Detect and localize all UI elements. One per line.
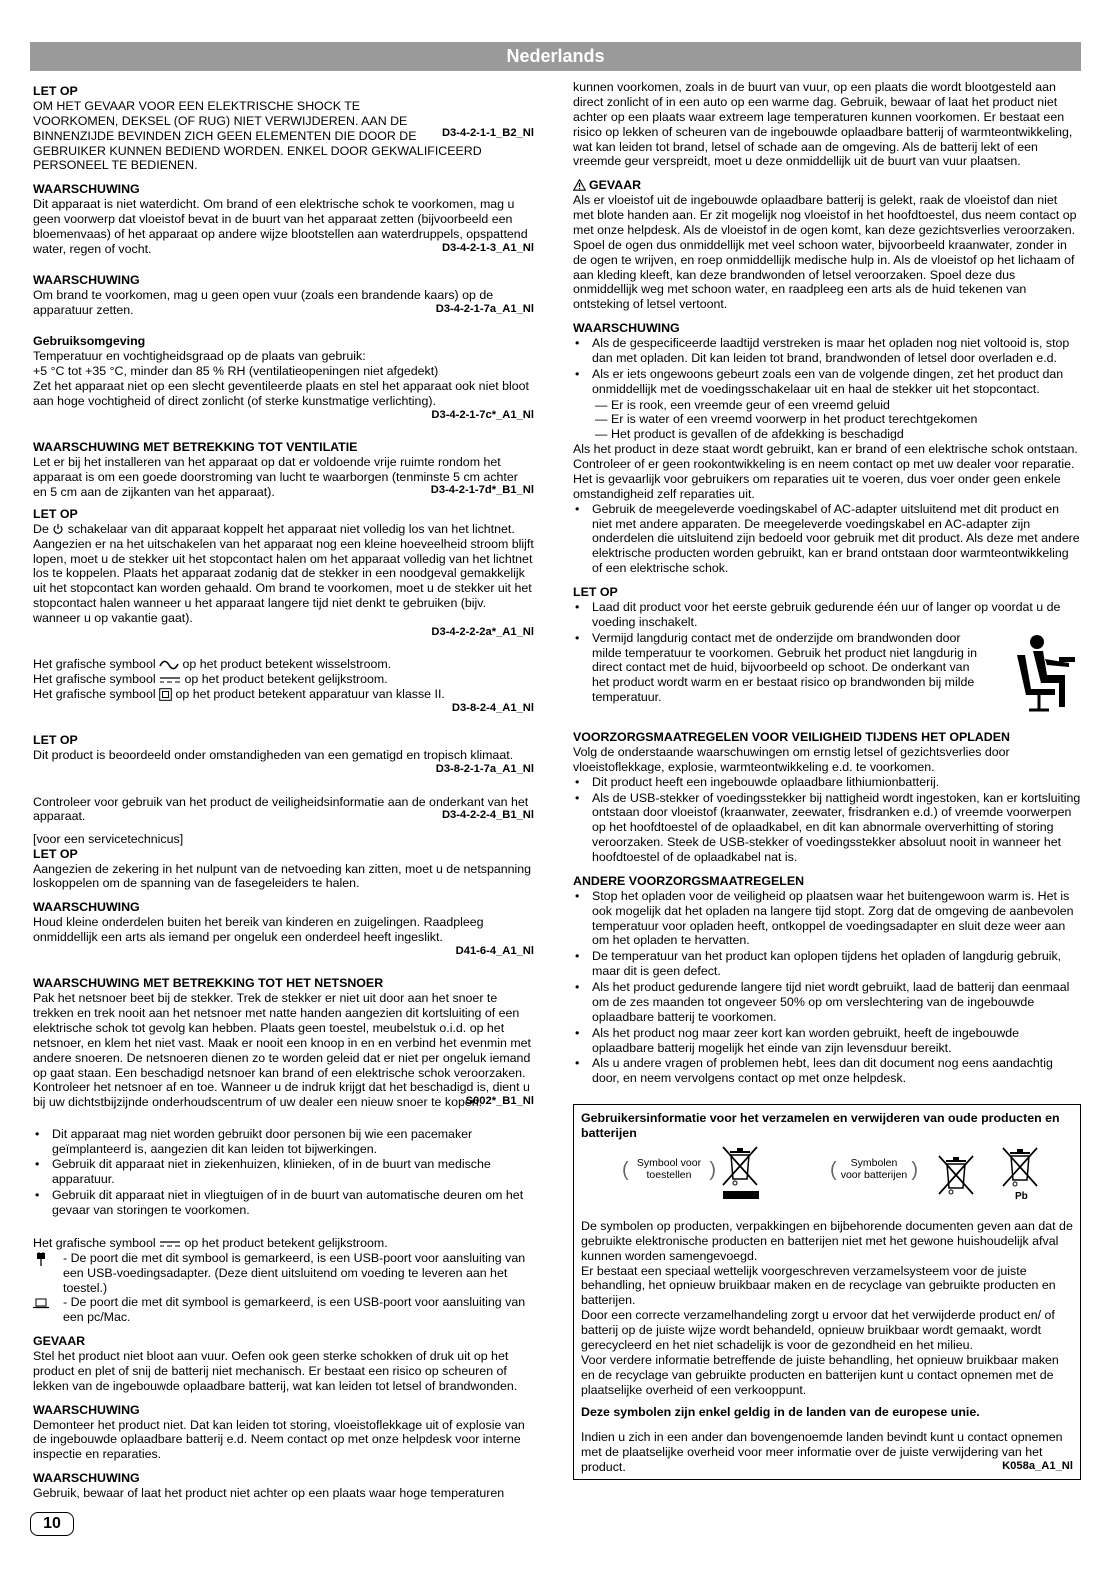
list-item: • Laad dit product voor het eerste gebruik gedurende één uur of langer op voordat u de voeding inschakelt.: [573, 600, 1081, 630]
section-code: D3-4-2-1-7d*_B1_Nl: [430, 484, 534, 497]
section-heading: Gebruiksomgeving: [33, 334, 146, 349]
section-heading: ANDERE VOORZORGSMAATREGELEN: [573, 873, 805, 888]
caution-shock-text: OM HET GEVAAR VOOR EEN ELEKTRISCHE SHOCK TE VOORKOMEN, DEKSEL (OF RUG) NIET VERWIJDEREN. AAN DE BINNENZIJDE BEVINDEN ZICH GEEN ELEMENTEN DIE DOOR DE GEBRUIKER KUNNEN BEDIEND WORDEN. ENKEL DOOR GEKWALIFICEERD PERSONEEL TE BEDIENEN.: [33, 98, 482, 173]
section-text: Gebruik, bewaar of laat het product niet achter op een plaats waar hoge temperaturen: [33, 1486, 505, 1500]
section-heading: WAARSCHUWING: [33, 273, 140, 288]
section-text: Dit apparaat is niet waterdicht. Om brand of een elektrische schok te voorkomen, mag u geen voorwerp dat vloeistof bevat in de buurt van het apparaat zetten (bijvoorbeeld een bloemenvaas) of het apparaat op andere wijze blootstellen aan waterdruppels, opspattend water, regen of vocht.: [33, 197, 528, 256]
bullet-list: [573, 889, 1081, 1086]
pacemaker-bullets: [33, 1127, 534, 1218]
list-item: • Stop het opladen voor de veiligheid op plaatsen waar het buitengewoon warm is. Het is ook mogelijk dat het opladen na langere tijd stopt. Zorg dat de omgeving de aanbevolen temperatuur voor opladen heeft, ontkoppel de voedingsadapter en sluit deze weer aan om het opladen te hervatten.: [573, 889, 1081, 949]
disposal-paragraph-1: De symbolen op producten, verpakkingen en bijbehorende documenten geven aan dat de gebruikte elektronische producten en batterijen niet met het gewone huishoudelijk afval kunnen worden samengevoegd.: [581, 1218, 1073, 1263]
list-item: — Er is water of een vreemd voorwerp in het product terechtgekomen: [595, 412, 1081, 427]
power-plug-icon: [33, 1252, 49, 1266]
standby-icon: [52, 523, 64, 535]
usb-pc-port-text: - De poort die met dit symbool is gemarkeerd, is een USB-poort voor aansluiting van een pc/Mac.: [63, 1295, 526, 1325]
dc-symbol-line: [33, 1236, 534, 1251]
list-item: • Als de USB-stekker of voedingsstekker bij nattigheid wordt ingestoken, kan er kortsluiting ontstaan door vloeistof (kraanwater, zeewater, frisdranken e.d.) of vreemde voorwerpen op het hoofdtoestel of de oplaadkabel, en dit kan abnormale oververhitting of storing veroorzaken. Steek de USB-stekker of voedingsstekker absoluut nooit in wanneer het hoofdtoestel of de oplaadkabel nat is.: [573, 791, 1081, 865]
bullet-list: [33, 1127, 534, 1218]
section-heading: WAARSCHUWING MET BETREKKING TOT VENTILATIE: [33, 439, 358, 454]
section-text: Pak het netsnoer beet bij de stekker. Trek de stekker er niet uit door aan het snoer te trekken en trek nooit aan het netsnoer met natte handen aangezien dit kortsluiting of een elektrische schok tot gevolg kan hebben. Plaats geen toestel, meubelstuk o.i.d. op het netsnoer, en klem het niet vast. Maak er nooit een knoop in en en verbind het evenmin met andere snoeren. De netsnoeren dienen zo te worden geleid dat er niet per ongeluk iemand op gaat staan. Een beschadigd netsnoer kan brand of een elektrische schok veroorzaken. Kontroleer het netsnoer af en toe. Wanneer u de indruk krijgt dat het beschadigd is, dient u bij uw dichtstbijzijnde onderhoudscentrum of uw dealer een nieuw snoer te kopen.: [33, 991, 531, 1110]
dc-symbol-icon: [159, 1239, 181, 1249]
equipment-label-text: Symbool voor toestellen: [636, 1156, 702, 1181]
lead-symbol-label: Pb: [1015, 1190, 1028, 1202]
list-item: • Als het product gedurende langere tijd niet wordt gebruikt, laad de batterij dan eenmaal om de zes maanden tot ongeveer 50% op om verslechtering van de ingebouwde oplaadbare batterij te voorkomen.: [573, 980, 1081, 1025]
symbol-line-prefix: Het grafische symbool: [33, 657, 156, 672]
list-item: • Als u andere vragen of problemen hebt, lees dan dit document nog eens aandachtig door, en neem vervolgens contact op met onze helpdesk.: [573, 1056, 1081, 1086]
section-heading: WAARSCHUWING: [573, 321, 680, 336]
environment-section: [33, 334, 534, 422]
language-header: [30, 42, 1081, 71]
section-text: Aangezien de zekering in het nulpunt van de netvoeding kan zitten, moet u de netspanning loskoppelen om de spanning van de fasegeleiders te halen.: [33, 861, 532, 891]
section-code: D3-8-2-1-7a_A1_Nl: [435, 763, 534, 776]
warning-power-cord-section: [33, 976, 534, 1108]
left-column: [33, 84, 534, 1510]
environment-line-1: Temperatuur en vochtigheidsgraad op de plaats van gebruik:: [33, 349, 366, 363]
disposal-eu-notice: Deze symbolen zijn enkel geldig in de landen van de europese unie.: [581, 1405, 980, 1420]
section-text: [33, 522, 534, 626]
section-text: Om brand te voorkomen, mag u geen open vuur (zoals een brandende kaars) op de apparatuur zetten.: [33, 287, 494, 317]
usb-pc-port-row: [33, 1295, 534, 1325]
list-item: • Als het product nog maar zeer kort kan worden gebruikt, heeft de ingebouwde oplaadbare batterij mogelijk het einde van zijn levensduur bereikt.: [573, 1026, 1081, 1056]
dc-symbol-line: [33, 672, 534, 687]
list-item: • Gebruik dit apparaat niet in vliegtuigen of in de buurt van automatische deuren om het gevaar van storingen te voorkomen.: [33, 1188, 534, 1218]
section-code: D3-4-2-1-7a_A1_Nl: [435, 302, 534, 315]
section-heading: LET OP: [573, 585, 618, 599]
section-heading: GEVAAR: [33, 1334, 86, 1349]
section-heading: WAARSCHUWING: [33, 900, 140, 915]
section-text: kunnen voorkomen, zoals in de buurt van vuur, op een plaats die wordt blootgesteld aan direct zonlicht of in een auto op een warme dag. Gebruik, bewaar of laat het product niet achter op een plaats waar extreem lage temperaturen kunnen voorkomen. Er bestaat een risico op lekken of scheuren van de ingebouwde oplaadbare batterij of warmteontwikkeling, wat kan leiden tot brand, letsel of schade aan de omgeving. Als de batterij lekt of een vreemde geur verspreidt, moet u deze onmiddellijk uit de buurt van vuur plaatsen.: [573, 80, 1073, 169]
section-code: D3-4-2-1-3_A1_Nl: [441, 241, 534, 254]
section-heading: LET OP: [33, 506, 78, 521]
symbol-line-suffix: op het product betekent gelijkstroom.: [184, 672, 388, 687]
seated-person-lap-icon: [1009, 633, 1079, 713]
equipment-symbol-label: [631, 1157, 707, 1181]
symbol-line-suffix: op het product betekent gelijkstroom.: [184, 1235, 388, 1250]
list-item: • De temperatuur van het product kan oplopen tijdens het opladen of langdurig gebruik, maar dit is geen defect.: [573, 949, 1081, 979]
section-text: Dit product is beoordeeld onder omstandigheden van een gematigd en tropisch klimaat.: [33, 748, 514, 763]
ac-symbol-line: [33, 657, 534, 672]
disposal-paragraph-4: Voor verdere informatie betreffende de juiste behandling, het opnieuw bruikbaar maken en de recyclage van gebruikte producten en batterijen kunt u contact opnemen met de plaatselijke overheid of een verkooppunt.: [581, 1352, 1059, 1397]
disposal-paragraph-2: Er bestaat een speciaal wettelijk voorgeschreven verzamelsysteem voor de juiste behandling, het opnieuw bruikbaar maken en de recyclage van gebruikte producten en batterijen.: [581, 1263, 1056, 1308]
section-text: Houd kleine onderdelen buiten het bereik van kinderen en zuigelingen. Raadpleeg onmiddellijk een arts als iemand per ongeluk een onderdeel heeft ingeslikt.: [33, 915, 484, 944]
section-code: D41-6-4_A1_Nl: [455, 944, 534, 957]
section-code: D3-4-2-2-4_B1_Nl: [441, 809, 534, 822]
list-item: — Er is rook, een vreemde geur of een vreemd geluid: [595, 398, 1081, 413]
caution-standby-section: [33, 507, 534, 639]
section-text: Stel het product niet bloot aan vuur. Oefen ook geen sterke schokken of druk uit op het product en plet of snij de batterij niet mechanisch. Er bestaat een risico op scheuren of lekken van de ingebouwde oplaadbare batterij, wat kan leiden tot letsel of brandwonden.: [33, 1349, 518, 1393]
list-item: • Gebruik de meegeleverde voedingskabel of AC-adapter uitsluitend met dit product en niet met andere apparaten. De meegeleverde voedingskabel en AC-adapter zijn onderdelen die uitsluitend zijn bedoeld voor gebruik met dit product. Als deze met andere elektrische producten worden gebruikt, kan er brand ontstaan door warmteontwikkeling of een elektrische schok.: [573, 502, 1081, 576]
warning-charging-section: [573, 321, 1081, 576]
disposal-paragraph-5: Indien u zich in een ander dan bovengenoemde landen bevindt kunt u contact opnemen met de plaatselijke overheid voor meer informatie over de juiste verwijdering van het product.: [581, 1430, 1063, 1474]
crossed-bin-equipment-icon: [721, 1145, 763, 1203]
section-code: D3-8-2-4_A1_Nl: [451, 701, 534, 714]
section-heading: WAARSCHUWING: [33, 182, 140, 197]
section-text: Let er bij het installeren van het apparaat op dat er voldoende vrije ruimte rondom het apparaat is om een goede doorstroming van lucht te waarborgen (tenminste 5 cm achter en 5 cm aan de zijkanten van het apparaat).: [33, 454, 518, 499]
disposal-symbols-row: [581, 1145, 1073, 1213]
section-code: S002*_B1_Nl: [465, 1095, 534, 1108]
disposal-heading: Gebruikersinformatie voor het verzamelen en verwijderen van oude producten en batterijen: [581, 1111, 1060, 1140]
symbol-line-prefix: Het grafische symbool: [33, 672, 156, 687]
warning-water-section: [33, 182, 534, 255]
temperature-continued-section: [573, 80, 1081, 169]
battery-label-text: Symbolen voor batterijen: [840, 1156, 908, 1181]
section-heading: LET OP: [33, 846, 78, 861]
list-item: • Vermijd langdurig contact met de onderzijde om brandwonden door milde temperatuur te voorkomen. Gebruik het product niet langdurig in direct contact met de huid, bijvoorbeeld op schoot. De onderkant van het product wordt warm en er bestaat risico op brandwonden bij milde temperatuur.: [573, 631, 987, 705]
section-code: D3-4-2-1-7c*_A1_Nl: [431, 408, 534, 421]
battery-symbol-label: [839, 1157, 909, 1181]
section-text: Als er vloeistof uit de ingebouwde oplaadbare batterij is gelekt, raak de vloeistof dan niet met blote handen aan. Er zit mogelijk nog vloeistof in het hoofdtoestel, dus neem contact op met onze helpdesk. Als de vloeistof in de ogen komt, kan deze gezichtsverlies veroorzaken. Spoel de ogen dus onmiddellijk met veel schoon water, bijvoorbeeld kraanwater, zonder in de ogen te wrijven, en roep onmiddellijk medische hulp in. Als de vloeistof op het lichaam of aan kleding kleeft, kan deze brandwonden of letsel veroorzaken. Spoel deze dus onmiddellijk weg met schoon water, en raadpleeg een arts als de huid tekenen van ontsteking of letsel vertoont.: [573, 193, 1077, 312]
ac-symbol-icon: [159, 660, 179, 670]
list-item: • Dit product heeft een ingebouwde oplaadbare lithiumionbatterij.: [573, 775, 1081, 790]
warning-small-parts-section: [33, 900, 534, 958]
section-code: D3-4-2-2-2a*_A1_Nl: [431, 625, 534, 638]
class2-symbol-line: [33, 687, 534, 702]
section-text: Als het product in deze staat wordt gebruikt, kan er brand of een elektrische schok ontstaan. Controleer of er geen rookontwikkeling is en neem contact op met uw dealer voor reparatie. Het is gevaarlijk voor gebruikers om reparaties uit te voeren, dus voer onder geen enkele omstandigheid zelf reparaties uit.: [573, 442, 1078, 501]
caution-climate-section: [33, 733, 534, 776]
warning-disassemble-section: [33, 1403, 534, 1463]
right-column: [573, 80, 1081, 1480]
environment-line-2: +5 °C tot +35 °C, minder dan 85 % RH (ventilatieopeningen niet afgedekt): [33, 363, 439, 378]
dc-symbol-icon: [159, 675, 181, 685]
list-item: • Als er iets ongewoons gebeurt zoals een van de volgende dingen, zet het product dan onmiddellijk met de voedingsschakelaar uit en haal de stekker uit het stopcontact.: [573, 367, 1081, 397]
section-heading: LET OP: [33, 84, 78, 98]
section-heading: WAARSCHUWING: [33, 1471, 140, 1486]
section-heading: [573, 178, 1081, 193]
section-heading: WAARSCHUWING: [33, 1402, 140, 1417]
bullet-list: [573, 600, 1081, 705]
warning-triangle-icon: [573, 179, 586, 191]
list-item: — Het product is gevallen of de afdekking is beschadigd: [595, 427, 1081, 442]
bullet-list: [573, 775, 1081, 865]
list-item: • Als de gespecificeerde laadtijd verstreken is maar het opladen nog niet voltooid is, stop dan met opladen. Dit kan leiden tot brand, brandwonden of letsel door overladen e.d.: [573, 336, 1081, 366]
bullet-list: [573, 502, 1081, 576]
danger-fire-section: [33, 1334, 534, 1394]
warning-temperature-section: [33, 1471, 534, 1501]
disposal-code: K058a_A1_Nl: [1002, 1459, 1073, 1472]
caution-shock-section: [33, 84, 534, 173]
symbol-line-suffix: op het product betekent apparatuur van klasse II.: [175, 687, 445, 702]
laptop-icon: [33, 1296, 49, 1310]
service-technician-label: [voor een servicetechnicus]: [33, 831, 184, 846]
class-ii-symbol-icon: [159, 688, 172, 701]
warning-fire-section: [33, 273, 534, 316]
header-title: Nederlands: [506, 46, 605, 66]
ventilation-section: [33, 440, 534, 498]
disposal-paragraph-3: Door een correcte verzamelhandeling zorgt u ervoor dat het verwijderde product en/ of batterij op de juiste wijze wordt behandeld, opnieuw bruikbaar wordt gemaakt, wordt gerecycleerd en het niet schadelijk is voor de gezondheid en het milieu.: [581, 1308, 1055, 1352]
caution-charge-section: [573, 585, 1081, 721]
crossed-bin-battery-icon: [937, 1155, 977, 1199]
usb-power-port-text: - De poort die met dit symbool is gemarkeerd, is een USB-poort voor aansluiting van een USB-voedingsadapter. (Deze dient uitsluitend om voeding te leveren aan het toestel.): [63, 1250, 526, 1295]
section-text: [33, 99, 534, 173]
section-heading: LET OP: [33, 733, 78, 748]
danger-heading-text: GEVAAR: [589, 178, 642, 193]
standby-text-b: schakelaar van dit apparaat koppelt het apparaat niet volledig los van het lichtnet. Aangezien er na het uitschakelen van het apparaat nog een kleine hoeveelheid stroom blijft lopen, moet u de stekker uit het stopcontact halen om het apparaat volledig van het lichtnet los te koppelen. Plaats het apparaat zodanig dat de stekker in een noodgeval gemakkelijk uit het stopcontact kan worden gehaald. Om brand te voorkomen, moet u de stekker uit het stopcontact halen wanneer u het apparaat langere tijd niet denkt te gebruiken (bijv. wanneer u op vakantie gaat).: [33, 521, 534, 625]
caution-shock-code: D3-4-2-1-1_B2_Nl: [441, 126, 534, 139]
danger-leak-section: [573, 178, 1081, 312]
section-text: Controleer voor gebruik van het product de veiligheidsinformatie aan de onderkant van het apparaat.: [33, 794, 529, 824]
bullet-list: [573, 336, 1081, 397]
symbols-section: [33, 657, 534, 715]
dash-list: [573, 398, 1081, 443]
list-item: • Gebruik dit apparaat niet in ziekenhuizen, klinieken, of in de buurt van medische apparatuur.: [33, 1157, 534, 1187]
section-heading: VOORZORGSMAATREGELEN VOOR VEILIGHEID TIJDENS HET OPLADEN: [573, 730, 1010, 744]
service-technician-section: [33, 832, 534, 892]
section-heading: WAARSCHUWING MET BETREKKING TOT HET NETSNOER: [33, 976, 384, 991]
other-precautions-section: [573, 874, 1081, 1086]
page-number: [30, 1512, 74, 1536]
standby-text-a: De: [33, 521, 49, 536]
symbol-line-prefix: Het grafische symbool: [33, 1235, 156, 1250]
list-item: • Dit apparaat mag niet worden gebruikt door personen bij wie een pacemaker geïmplanteerd is, aangezien dit kan leiden tot bijwerkingen.: [33, 1127, 534, 1157]
symbol-line-suffix: op het product betekent wisselstroom.: [182, 657, 392, 672]
section-text: Volg de onderstaande waarschuwingen om ernstig letsel of gezichtsverlies door vloeistoflekkage, explosie, warmteontwikkeling e.d. te voorkomen.: [573, 744, 1010, 774]
symbol-line-prefix: Het grafische symbool: [33, 687, 156, 702]
disposal-info-box: [573, 1104, 1081, 1480]
page-number-text: 10: [43, 1515, 61, 1532]
environment-line-3: Zet het apparaat niet op een slecht geventileerde plaats en stel het apparaat ook niet bloot aan hoge vochtigheid of direct zonlicht (of sterke kunstmatige verlichting).: [33, 378, 529, 408]
safety-info-section: [33, 795, 534, 823]
charging-safety-section: [573, 730, 1081, 865]
section-text: Demonteer het product niet. Dat kan leiden tot storing, vloeistoflekkage uit of explosie van de ingebouwde oplaadbare batterij e.d. Neem contact op met onze helpdesk voor interne inspectie en reparaties.: [33, 1417, 525, 1462]
usb-port-section: [33, 1236, 534, 1325]
usb-power-port-row: [33, 1251, 534, 1296]
